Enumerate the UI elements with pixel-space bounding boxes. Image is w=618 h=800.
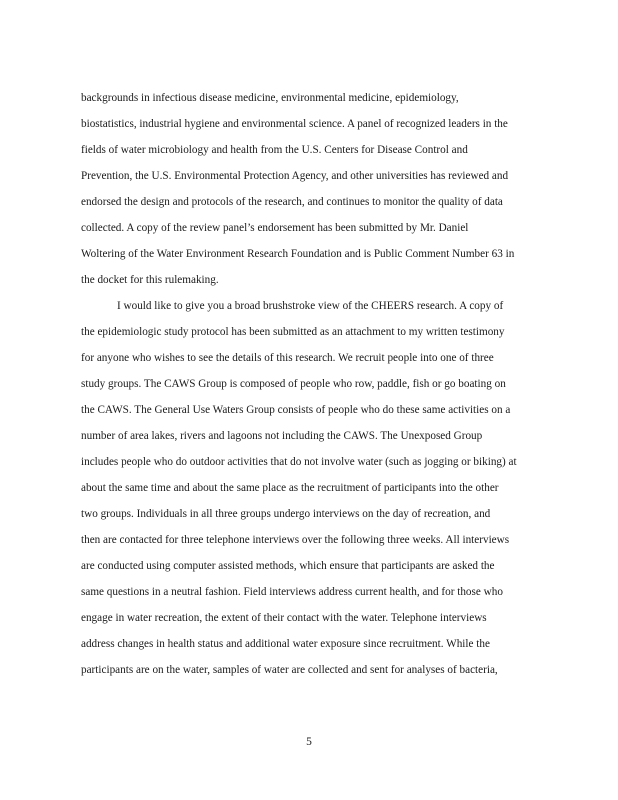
- text-line: engage in water recreation, the extent of their contact with the water. Telephone interviews: [81, 612, 487, 624]
- text-line: biostatistics, industrial hygiene and environmental science. A panel of recognized leaders in the: [81, 118, 508, 130]
- text-line: endorsed the design and protocols of the research, and continues to monitor the quality of data: [81, 196, 503, 208]
- text-line: same questions in a neutral fashion. Field interviews address current health, and for those who: [81, 586, 503, 598]
- text-line: includes people who do outdoor activities that do not involve water (such as jogging or biking) at: [81, 456, 517, 468]
- text-line: the epidemiologic study protocol has been submitted as an attachment to my written testimony: [81, 326, 505, 338]
- text-line: fields of water microbiology and health from the U.S. Centers for Disease Control and: [81, 144, 468, 156]
- text-line: backgrounds in infectious disease medicine, environmental medicine, epidemiology,: [81, 92, 459, 104]
- text-line: then are contacted for three telephone interviews over the following three weeks. All interviews: [81, 534, 510, 546]
- page-number: 5: [306, 736, 312, 748]
- text-line: collected. A copy of the review panel’s endorsement has been submitted by Mr. Daniel: [81, 222, 469, 234]
- text-line: Prevention, the U.S. Environmental Protection Agency, and other universities has reviewed and: [81, 170, 509, 182]
- text-line: Woltering of the Water Environment Research Foundation and is Public Comment Number 63 in: [81, 248, 515, 260]
- paragraph-first-line: I would like to give you a broad brushstroke view of the CHEERS research. A copy of: [117, 300, 504, 312]
- text-line: about the same time and about the same place as the recruitment of participants into the other: [81, 482, 499, 494]
- text-line: address changes in health status and additional water exposure since recruitment. While the: [81, 638, 490, 650]
- text-line: the docket for this rulemaking.: [81, 274, 219, 286]
- text-line: two groups. Individuals in all three groups undergo interviews on the day of recreation, and: [81, 508, 491, 520]
- text-line: number of area lakes, rivers and lagoons not including the CAWS. The Unexposed Group: [81, 430, 483, 442]
- text-line: the CAWS. The General Use Waters Group consists of people who do these same activities on a: [81, 404, 511, 416]
- text-line: study groups. The CAWS Group is composed of people who row, paddle, fish or go boating on: [81, 378, 506, 390]
- text-line: are conducted using computer assisted methods, which ensure that participants are asked the: [81, 560, 495, 572]
- text-line: participants are on the water, samples of water are collected and sent for analyses of bacteria,: [81, 664, 498, 676]
- text-line: for anyone who wishes to see the details of this research. We recruit people into one of three: [81, 352, 494, 364]
